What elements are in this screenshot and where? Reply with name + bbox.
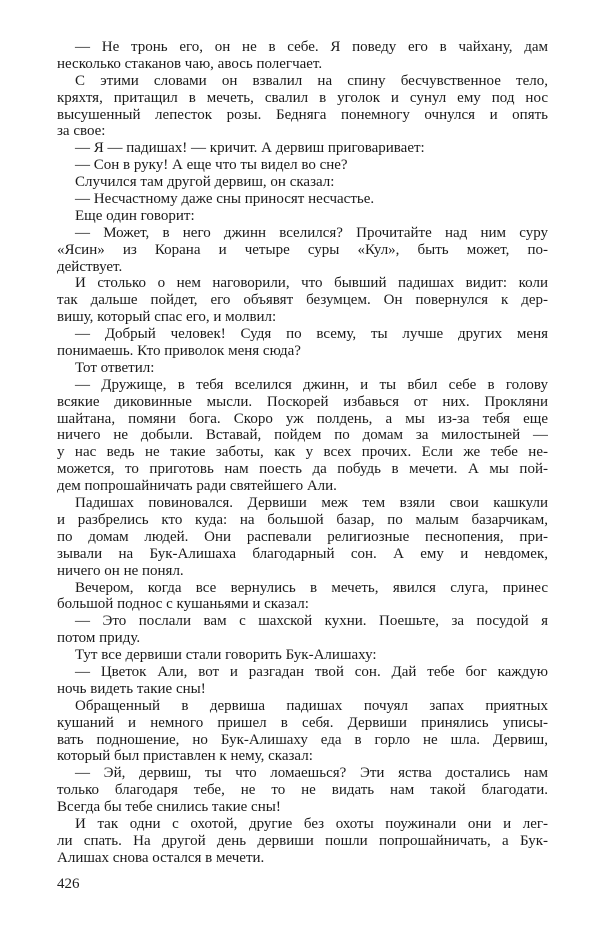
text-line: дем попрошайничать ради святейшего Али. xyxy=(57,478,337,495)
text-line: — Добрый человек! Судя по всему, ты лучше других меня xyxy=(75,326,548,343)
paragraph xyxy=(57,360,548,377)
text-line: вать подношение, но Бук-Алишаху еда в горло не шла. Дервиш, xyxy=(57,731,548,748)
paragraph xyxy=(57,647,548,664)
paragraph xyxy=(57,275,548,326)
text-line: шайтана, помяни бога. Скоро уж полдень, а мы из-за тебя еще xyxy=(57,410,548,427)
page-number: 426 xyxy=(57,876,80,892)
paragraph xyxy=(57,225,548,276)
text-line: кряхтя, притащил в мечеть, свалил в уголок и сунул ему под нос xyxy=(57,89,548,106)
text-line: — Я — падишах! — кричит. А дервиш приговаривает: xyxy=(75,140,425,157)
paragraph xyxy=(57,208,548,225)
text-line: который был приставлен к нему, сказал: xyxy=(57,748,313,765)
text-line: за свое: xyxy=(57,123,106,140)
text-line: зывали на Бук-Алишаха благодарный сон. А ему и невдомек, xyxy=(57,545,548,562)
text-line: большой поднос с кушаньями и сказал: xyxy=(57,596,309,613)
paragraph xyxy=(57,580,548,614)
text-line: можется, то приготовь нам поесть да побудь в мечети. А мы пой- xyxy=(57,461,548,478)
text-line: Всегда бы тебе снились такие сны! xyxy=(57,799,281,816)
text-line: «Ясин» из Корана и четыре суры «Кул», быть может, по- xyxy=(57,241,548,258)
paragraph xyxy=(57,157,548,174)
text-line: — Может, в него джинн вселился? Прочитайте над ним суру xyxy=(75,224,548,241)
text-line: ли спать. На другой день дервиши пошли попрошайничать, а Бук- xyxy=(57,832,548,849)
paragraph xyxy=(57,377,548,495)
text-line: Случился там другой дервиш, он сказал: xyxy=(75,174,335,191)
text-line: Вечером, когда все вернулись в мечеть, явился слуга, принес xyxy=(75,579,548,596)
text-line: понимаешь. Кто приволок меня сюда? xyxy=(57,343,301,360)
text-line: Тут все дервиши стали говорить Бук-Алишаху: xyxy=(75,647,377,664)
text-line: у нас ведь не такие заботы, как у всех прочих. Если же тебе не- xyxy=(57,444,548,461)
text-line: кушаний и немного пришел в себя. Дервиши принялись уписы- xyxy=(57,714,548,731)
paragraph xyxy=(57,613,548,647)
text-line: — Дружище, в тебя вселился джинн, и ты вбил себе в голову xyxy=(75,376,548,393)
text-line: Падишах повиновался. Дервиши меж тем взяли свои кашкули xyxy=(75,495,548,512)
text-line: действует. xyxy=(57,258,123,275)
paragraph xyxy=(57,765,548,816)
text-line: — Эй, дервиш, ты что ломаешься? Эти яства достались нам xyxy=(75,765,548,782)
text-line: несколько стаканов чаю, авось полегчает. xyxy=(57,55,323,72)
text-line: Обращенный в дервиша падишах почуял запах приятных xyxy=(75,697,548,714)
paragraph xyxy=(57,174,548,191)
text-line: — Цветок Али, вот и разгадан твой сон. Дай тебе бог каждую xyxy=(75,663,548,680)
page-body-text xyxy=(57,39,548,867)
paragraph xyxy=(57,191,548,208)
text-line: Алишах снова остался в мечети. xyxy=(57,849,265,866)
text-line: И так одни с охотой, другие без охоты поужинали они и лег- xyxy=(75,815,548,832)
text-line: высушенный лепесток розы. Бедняга понемногу очнулся и опять xyxy=(57,106,548,123)
text-line: потом приду. xyxy=(57,630,141,647)
text-line: только благодаря тебе, не то не видать нам такой благодати. xyxy=(57,782,548,799)
text-line: Тот ответил: xyxy=(75,359,155,376)
text-line: ничего не добыли. Вставай, пойдем по домам за милостыней — xyxy=(57,427,548,444)
paragraph xyxy=(57,73,548,141)
text-line: — Не тронь его, он не в себе. Я поведу его в чайхану, дам xyxy=(75,39,548,55)
text-line: ничего он не понял. xyxy=(57,562,184,579)
text-line: так дальше пойдет, его объявят безумцем. Он повернулся к дер- xyxy=(57,292,548,309)
paragraph xyxy=(57,39,548,73)
text-line: — Это послали вам с шахской кухни. Поешьте, за посудой я xyxy=(75,613,548,630)
text-line: С этими словами он взвалил на спину бесчувственное тело, xyxy=(75,72,548,89)
paragraph xyxy=(57,664,548,698)
paragraph xyxy=(57,698,548,766)
text-line: И столько о нем наговорили, что бывший падишах видит: коли xyxy=(75,275,548,292)
text-line: — Сон в руку! А еще что ты видел во сне? xyxy=(75,157,348,174)
paragraph xyxy=(57,495,548,579)
paragraph xyxy=(57,140,548,157)
paragraph xyxy=(57,816,548,867)
paragraph xyxy=(57,326,548,360)
text-line: и разбрелись кто куда: на большой базар, по малым базарчикам, xyxy=(57,511,548,528)
text-line: — Несчастному даже сны приносят несчастье. xyxy=(75,191,375,208)
text-line: всякие диковинные мысли. Поскорей избавься от них. Прокляни xyxy=(57,393,548,410)
text-line: ночь видеть такие сны! xyxy=(57,680,206,697)
text-line: Еще один говорит: xyxy=(75,207,195,224)
text-line: вишу, который спас его, и молвил: xyxy=(57,309,277,326)
text-line: по домам людей. Они распевали религиозные песнопения, при- xyxy=(57,528,548,545)
